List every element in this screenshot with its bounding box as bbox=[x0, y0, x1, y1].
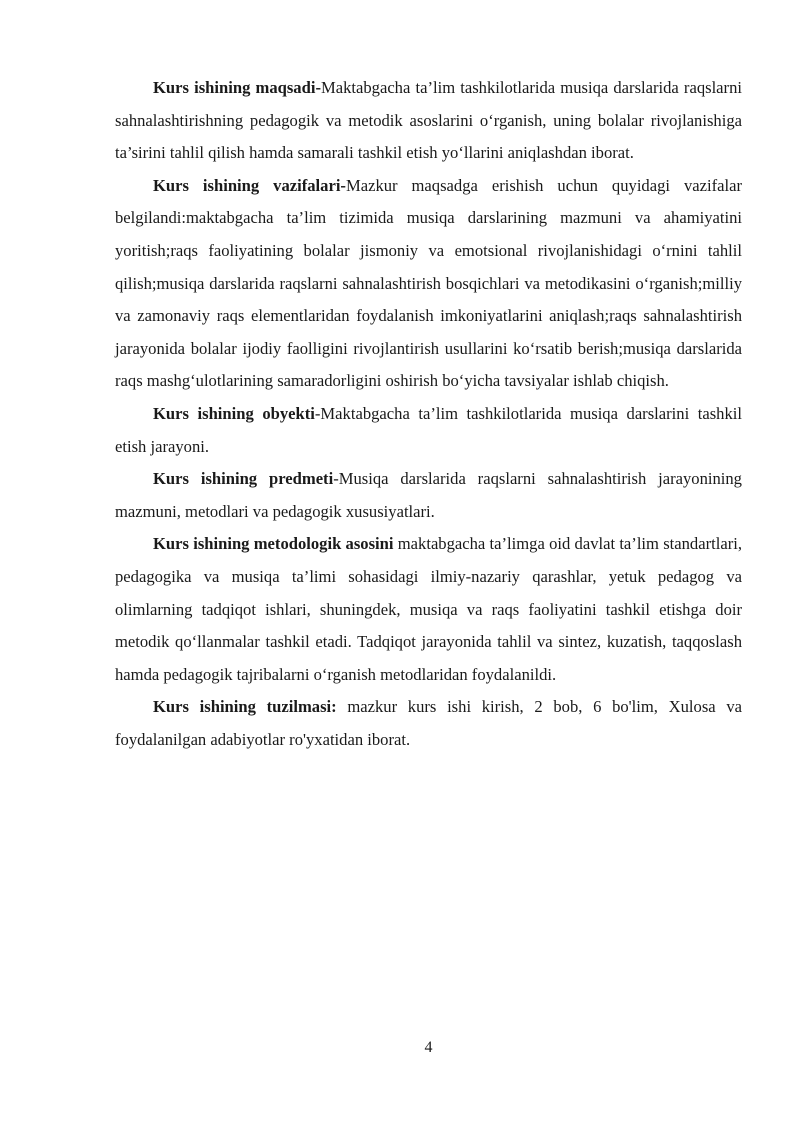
paragraph-label: Kurs ishining tuzilmasi: bbox=[153, 697, 337, 717]
paragraph-tasks bbox=[115, 170, 742, 398]
paragraph-text: Maktabgacha ta’lim tashkilotlarida musiqa darslarida raqslarni sahnalashtirishning pedagogik va metodik asoslarini o‘rganish, uning bolalar rivojlanishiga ta’sirini tahlil qilish hamda samarali tashkil etish yo‘llarini aniqlashdan iborat. bbox=[115, 78, 742, 163]
paragraph-label: Kurs ishining vazifalari- bbox=[153, 175, 346, 195]
paragraph-goal bbox=[115, 72, 742, 170]
paragraph-structure bbox=[115, 691, 742, 756]
paragraph-text: -Musiqa darslarida raqslarni sahnalashtirish jarayonining mazmuni, metodlari va pedagogik xususiyatlari. bbox=[115, 469, 742, 521]
paragraph-label: Kurs ishining maqsadi- bbox=[153, 78, 321, 97]
paragraph-text: Mazkur maqsadga erishish uchun quyidagi vazifalar belgilandi:maktabgacha ta’lim tizimida musiqa darslarining mazmuni va ahamiyatini yoritish;raqs faoliyatining bolalar jismoniy va emotsional rivojlanishidagi o‘rnini tahlil qilish;musiqa darslarida raqslarni sahnalashtirish bosqichlari va metodikasini o‘rganish;milliy va zamonaviy raqs elementlaridan foydalanish imkoniyatlarini aniqlash;raqs sahnalashtirish jarayonida bolalar ijodiy faolligini rivojlantirish usullarini ko‘rsatib berish;musiqa darslarida raqs mashg‘ulotlarining samaradorligini oshirish bo‘yicha tavsiyalar ishlab chiqish. bbox=[115, 175, 742, 391]
paragraph-text: -Maktabgacha ta’lim tashkilotlarida musiqa darslarini tashkil etish jarayoni. bbox=[115, 403, 742, 456]
paragraph-label: Kurs ishining obyekti bbox=[153, 403, 315, 423]
paragraph-subject bbox=[115, 463, 742, 528]
paragraph-label: Kurs ishining predmeti bbox=[153, 469, 334, 489]
paragraph-text: mazkur kurs ishi kirish, 2 bob, 6 bo'lim, Xulosa va foydalanilgan adabiyotlar ro'yxatidan iborat. bbox=[115, 697, 742, 749]
paragraph-object bbox=[115, 398, 742, 463]
paragraph-text: maktabgacha ta’limga oid davlat ta’lim standartlari, pedagogika va musiqa ta’limi sohasidagi ilmiy-nazariy qarashlar, yetuk pedagog va olimlarning tadqiqot ishlari, shuningdek, musiqa va raqs faoliyatini tashkil etishga doir metodik qo‘llanmalar tashkil etadi. Tadqiqot jarayonida tahlil va sintez, kuzatish, taqqoslash hamda pedagogik tajribalarni o‘rganish metodlaridan foydalanildi. bbox=[115, 534, 742, 684]
page-number: 4 bbox=[424, 1039, 433, 1056]
paragraph-label: Kurs ishining metodologik asosini bbox=[153, 534, 394, 554]
paragraph-methodology bbox=[115, 528, 742, 691]
document-page bbox=[115, 72, 742, 756]
